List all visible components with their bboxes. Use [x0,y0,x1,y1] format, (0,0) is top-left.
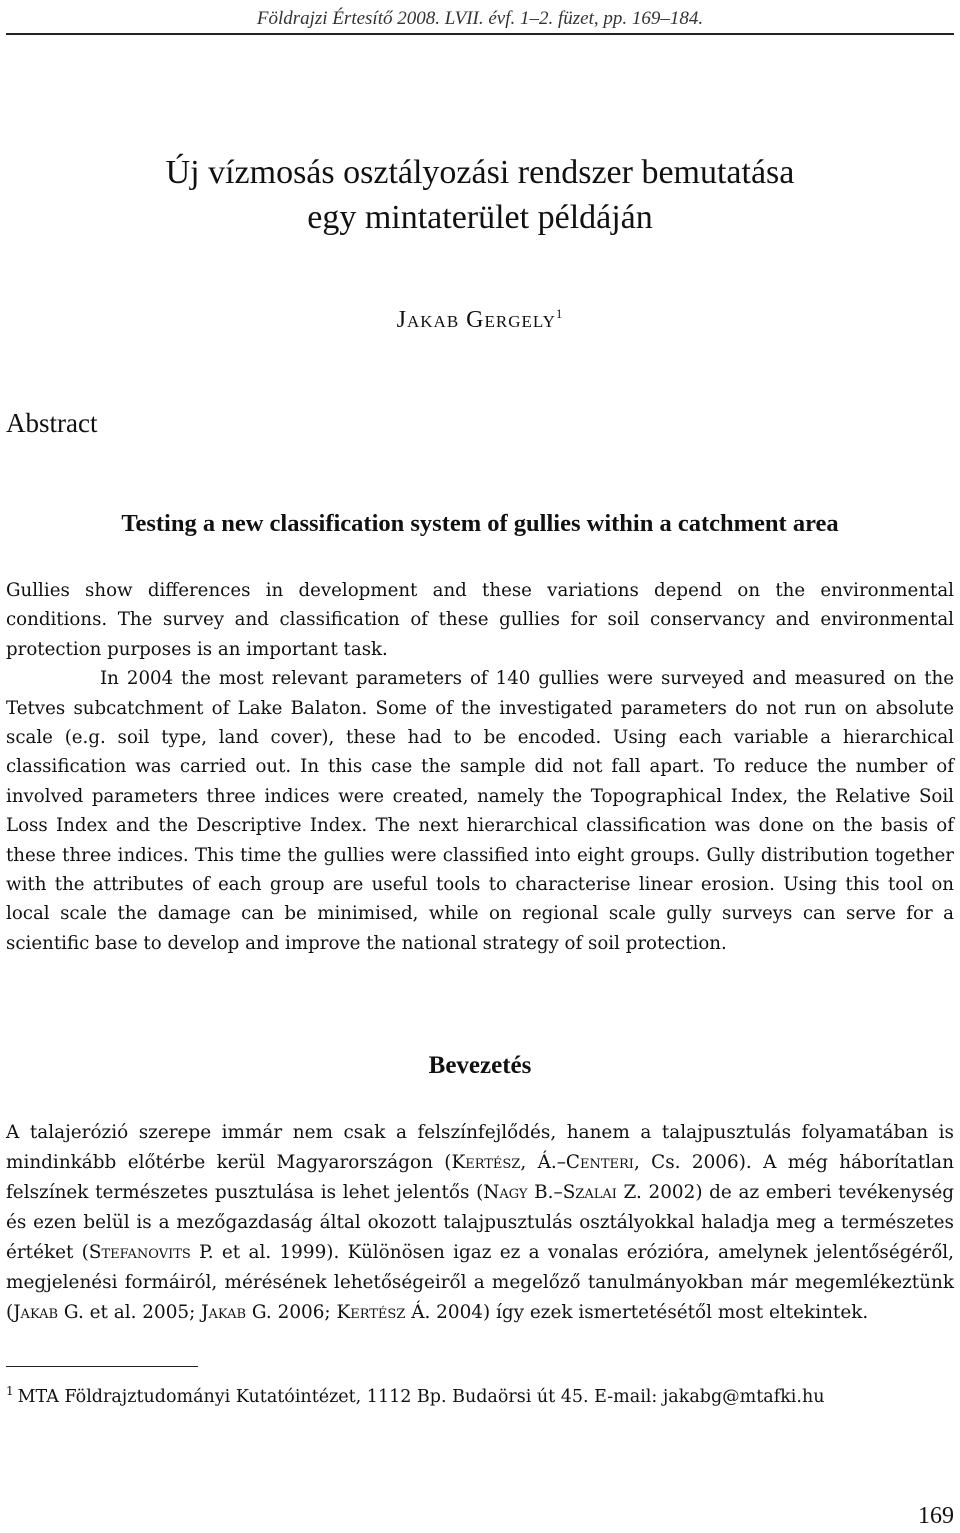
footnote-mark: 1 [6,1384,14,1398]
citation-author: Kertész [451,1152,521,1173]
citation-author: Nagy [483,1182,528,1203]
citation-author: Stefanovits [88,1242,191,1263]
footnote-text: MTA Földrajztudományi Kutatóintézet, 1112 Bp. Budaörsi út 45. E-mail: jakabg@mtafki.hu [17,1386,825,1407]
citation-author: Kertész [336,1302,406,1323]
article-title [0,150,960,240]
intro-text: B.– [527,1182,563,1203]
footnote-rule [6,1366,198,1367]
abstract-heading: Abstract [6,408,98,438]
intro-text: Z. 2002) de az emberi tevékenység és ezen belül is a mezőgazdaság által okozott talajpusztulás osztályokkal haladja meg a természetes értéket ( [6,1182,955,1263]
abstract-paragraph-1: Gullies show differences in development and these variations depend on the environmental conditions. The survey and classification of these gullies for soil conservancy and environmental protection purposes is an important task. [6,580,954,660]
citation-author: Jakab [201,1302,247,1323]
intro-body [6,1118,954,1328]
intro-text: P. et al. 1999). Különösen igaz ez a vonalas erózióra, amelynek jelentőségéről, megjelenési formáiról, mérésének lehetőségeiről a megelőző tanulmányokban már megemlékeztünk ( [6,1242,955,1323]
header-rule [6,33,954,35]
title-line-2: egy mintaterület példáján [307,199,653,236]
section-heading: Bevezetés [428,1052,532,1079]
intro-text: Á. 2004) így ezek ismertetésétől most eltekintek. [405,1302,869,1323]
title-line-1: Új vízmosás osztályozási rendszer bemutatása [165,154,795,191]
abstract-paragraph-2: In 2004 the most relevant parameters of 140 gullies were surveyed and measured on the Tetves subcatchment of Lake Balaton. Some of the investigated parameters do not run on absolute scale (e.g. soil type, land cover), these had to be encoded. Using each variable a hierarchical classification was carried out. In this case the sample did not fall apart. To reduce the number of involved parameters three indices were created, namely the Topographical Index, the Relative Soil Loss Index and the Descriptive Index. The next hierarchical classification was done on the basis of these three indices. This time the gullies were classified into eight groups. Gully distribution together with the attributes of each group are useful tools to characterise linear erosion. Using this tool on local scale the damage can be minimised, while on regional scale gully surveys can serve for a scientific base to develop and improve the national strategy of soil protection. [6,668,954,954]
citation-author: Centeri [565,1152,634,1173]
footnote [6,1377,956,1411]
intro-text: , Cs. 2006). A még háborítatlan felszínek természetes pusztulása is lehet jelentős ( [6,1152,954,1203]
intro-text: , Á.– [520,1152,566,1173]
citation-author: Szalai [562,1182,617,1203]
author-footnote-mark: 1 [555,306,564,321]
author-name: Jakab Gergely [396,307,556,333]
running-header: Földrajzi Értesítő 2008. LVII. évf. 1–2. füzet, pp. 169–184. [256,8,704,29]
page-number: 169 [918,1503,954,1529]
intro-text: A talajerózió szerepe immár nem csak a felszínfejlődés, hanem a talajpusztulás folyamatában is mindinkább előtérbe kerül Magyarországon ( [6,1122,954,1173]
intro-text: G. 2006; [246,1302,337,1323]
intro-text: G. et al. 2005; [58,1302,202,1323]
english-title: Testing a new classification system of gullies within a catchment area [121,510,839,537]
abstract-body [6,576,954,958]
citation-author: Jakab [13,1302,59,1323]
author-line [0,306,960,334]
intro-paragraph [6,1118,954,1328]
